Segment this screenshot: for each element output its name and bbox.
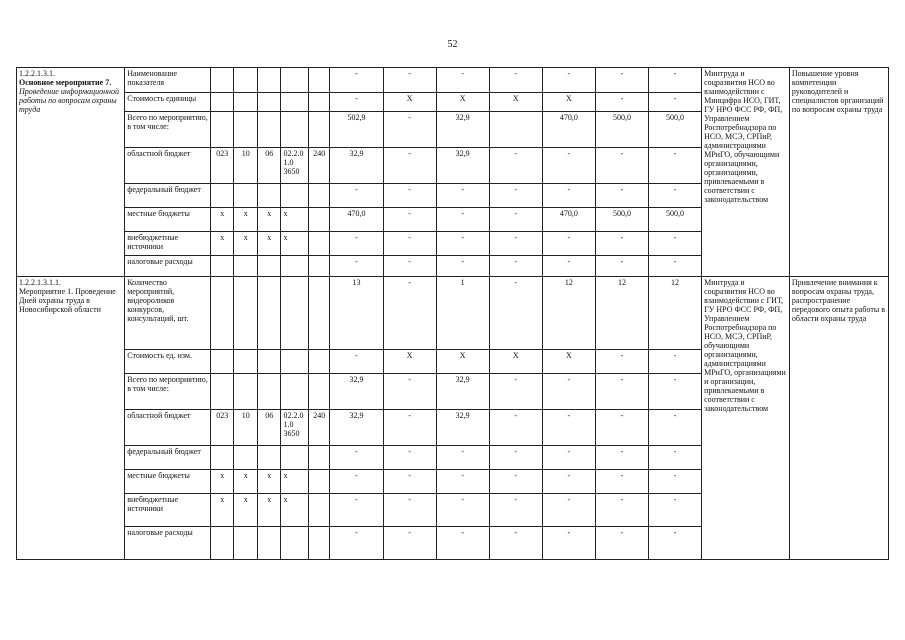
budget-code	[210, 112, 233, 148]
executors-cell: Минтруда и соцразвития НСО во взаимодействии с ГИТ, ГУ НРО ФСС РФ, ФП, Управлением Роспотребнадзора по НСО, МСЭ, СРПиР, обучающими организациями, администрациями МРиГО, организациями и организации, привлекаемыми в соответствии с законодательством	[702, 277, 790, 560]
budget-code	[210, 277, 233, 350]
value-cell: -	[436, 527, 489, 560]
value-cell: -	[489, 410, 542, 446]
budget-code	[234, 374, 257, 410]
budget-code	[309, 184, 330, 208]
budget-code	[309, 93, 330, 112]
budget-code	[309, 350, 330, 374]
value-cell: -	[383, 112, 436, 148]
value-cell: 470,0	[542, 208, 595, 232]
budget-code: х	[210, 470, 233, 494]
value-cell: -	[595, 374, 648, 410]
table-row	[17, 277, 889, 350]
measure-code: 1.2.2.1.3.1.1.	[19, 278, 61, 287]
value-cell: 32,9	[436, 410, 489, 446]
budget-code: 02.2.01.0 3650	[281, 148, 309, 184]
budget-code	[281, 350, 309, 374]
value-cell: -	[330, 256, 383, 277]
value-cell: -	[542, 148, 595, 184]
budget-code	[257, 527, 280, 560]
row-label: Стоимость единицы	[125, 93, 211, 112]
budget-code	[309, 494, 330, 527]
budget-code: х	[257, 232, 280, 256]
page-number: 52	[447, 39, 458, 50]
value-cell: -	[489, 470, 542, 494]
value-cell	[489, 112, 542, 148]
budget-code	[281, 527, 309, 560]
value-cell: 32,9	[436, 112, 489, 148]
value-cell: -	[489, 446, 542, 470]
budget-code: х	[234, 232, 257, 256]
row-label: внебюджетные источники	[125, 494, 211, 527]
value-cell: -	[542, 374, 595, 410]
measure-title-cell	[17, 68, 125, 277]
value-cell: -	[595, 494, 648, 527]
budget-code	[257, 93, 280, 112]
row-label: федеральный бюджет	[125, 446, 211, 470]
value-cell: 1	[436, 277, 489, 350]
value-cell: -	[383, 470, 436, 494]
budget-code	[309, 374, 330, 410]
value-cell: -	[649, 68, 702, 93]
value-cell: -	[542, 232, 595, 256]
value-cell: -	[595, 184, 648, 208]
value-cell: -	[330, 93, 383, 112]
value-cell: -	[595, 350, 648, 374]
value-cell: 470,0	[542, 112, 595, 148]
value-cell: 500,0	[649, 208, 702, 232]
value-cell: -	[383, 494, 436, 527]
budget-code	[281, 184, 309, 208]
budget-code	[309, 112, 330, 148]
value-cell: -	[595, 527, 648, 560]
budget-code: х	[234, 470, 257, 494]
measure-code: 1.2.2.1.3.1.	[19, 69, 55, 78]
measure-title: Основное мероприятие 7.	[19, 78, 112, 87]
budget-code	[257, 374, 280, 410]
value-cell: -	[489, 68, 542, 93]
value-cell: -	[436, 494, 489, 527]
executors-cell: Минтруда и соцразвития НСО во взаимодействии с Минцифра НСО, ГИТ, ГУ НРО ФСС РФ, ФП, Управлением Роспотребнадзора по НСО, МСЭ, СРПиР, администрациями МРиГО, обучающими организациями, организациями, привлекаемыми в соответствии с законодательством	[702, 68, 790, 277]
value-cell: -	[489, 374, 542, 410]
value-cell: -	[649, 148, 702, 184]
value-cell: 502,9	[330, 112, 383, 148]
value-cell: -	[649, 93, 702, 112]
budget-code	[281, 277, 309, 350]
budget-code: х	[281, 494, 309, 527]
value-cell: -	[649, 446, 702, 470]
budget-code: х	[210, 232, 233, 256]
budget-code	[234, 184, 257, 208]
value-cell: -	[383, 277, 436, 350]
value-cell: -	[383, 208, 436, 232]
budget-code	[234, 527, 257, 560]
value-cell: -	[595, 470, 648, 494]
value-cell: 32,9	[330, 374, 383, 410]
budget-code	[281, 374, 309, 410]
value-cell: 32,9	[436, 374, 489, 410]
budget-code	[309, 470, 330, 494]
value-cell: -	[489, 232, 542, 256]
value-cell: -	[649, 470, 702, 494]
value-cell: -	[489, 148, 542, 184]
value-cell: 500,0	[649, 112, 702, 148]
budget-code: 10	[234, 410, 257, 446]
result-cell: Привлечение внимания к вопросам охраны труда, распространение передового опыта работы в области охраны труда	[789, 277, 888, 560]
value-cell: 32,9	[330, 148, 383, 184]
budget-code	[257, 350, 280, 374]
value-cell: -	[383, 232, 436, 256]
value-cell: Х	[436, 93, 489, 112]
value-cell: 470,0	[330, 208, 383, 232]
budget-code: х	[210, 208, 233, 232]
budget-code: 06	[257, 148, 280, 184]
budget-code: 240	[309, 410, 330, 446]
value-cell: -	[542, 256, 595, 277]
budget-code	[309, 527, 330, 560]
value-cell: Х	[542, 93, 595, 112]
value-cell: -	[595, 148, 648, 184]
value-cell: 13	[330, 277, 383, 350]
row-label: Всего по мероприятию, в том числе:	[125, 374, 211, 410]
value-cell: -	[595, 93, 648, 112]
value-cell: -	[649, 184, 702, 208]
value-cell: -	[489, 277, 542, 350]
value-cell: -	[489, 494, 542, 527]
budget-code: 240	[309, 148, 330, 184]
budget-code	[309, 446, 330, 470]
budget-code	[281, 68, 309, 93]
row-label: Стоимость ед. изм.	[125, 350, 211, 374]
row-label: областной бюджет	[125, 410, 211, 446]
value-cell: -	[542, 527, 595, 560]
value-cell: -	[436, 446, 489, 470]
budget-code: х	[281, 470, 309, 494]
budget-code	[309, 232, 330, 256]
value-cell: -	[489, 184, 542, 208]
value-cell: -	[649, 232, 702, 256]
value-cell: -	[436, 470, 489, 494]
budget-code	[210, 93, 233, 112]
value-cell: 12	[649, 277, 702, 350]
budget-code	[234, 93, 257, 112]
table-row	[17, 68, 889, 93]
budget-code: х	[210, 494, 233, 527]
budget-code	[281, 112, 309, 148]
value-cell: -	[330, 184, 383, 208]
value-cell: -	[383, 184, 436, 208]
budget-code	[210, 527, 233, 560]
value-cell: Х	[489, 350, 542, 374]
value-cell: -	[595, 410, 648, 446]
budget-code	[281, 446, 309, 470]
value-cell: -	[436, 68, 489, 93]
value-cell: -	[330, 470, 383, 494]
budget-code	[234, 256, 257, 277]
budget-code	[210, 184, 233, 208]
value-cell: 500,0	[595, 112, 648, 148]
budget-code	[234, 446, 257, 470]
row-label: Количество мероприятий, видеороликов конкурсов, консультаций, шт.	[125, 277, 211, 350]
budget-code	[281, 93, 309, 112]
value-cell: -	[542, 68, 595, 93]
budget-code: х	[234, 494, 257, 527]
value-cell: -	[330, 527, 383, 560]
row-label: внебюджетные источники	[125, 232, 211, 256]
value-cell: -	[383, 527, 436, 560]
value-cell: -	[330, 494, 383, 527]
value-cell: -	[489, 527, 542, 560]
budget-code	[281, 256, 309, 277]
value-cell: 32,9	[436, 148, 489, 184]
budget-code	[309, 68, 330, 93]
measure-title-cell	[17, 277, 125, 560]
value-cell: 500,0	[595, 208, 648, 232]
row-label: Наименование показателя	[125, 68, 211, 93]
value-cell: -	[383, 68, 436, 93]
budget-code: 02.2.01.0 3650	[281, 410, 309, 446]
value-cell: -	[383, 446, 436, 470]
budget-code	[210, 350, 233, 374]
row-label: местные бюджеты	[125, 208, 211, 232]
budget-code	[257, 68, 280, 93]
value-cell: -	[542, 446, 595, 470]
value-cell: -	[649, 350, 702, 374]
value-cell: 12	[595, 277, 648, 350]
measure-subtitle: Проведение информационной работы по вопросам охраны труда	[19, 87, 120, 114]
budget-code: х	[257, 470, 280, 494]
value-cell: -	[649, 527, 702, 560]
value-cell: -	[436, 184, 489, 208]
value-cell: -	[330, 232, 383, 256]
value-cell: -	[595, 256, 648, 277]
value-cell: -	[436, 232, 489, 256]
budget-code	[257, 446, 280, 470]
value-cell: -	[595, 232, 648, 256]
budget-code	[234, 277, 257, 350]
program-table	[16, 67, 889, 560]
value-cell: -	[383, 256, 436, 277]
budget-code: 023	[210, 148, 233, 184]
value-cell: -	[649, 410, 702, 446]
value-cell: -	[649, 256, 702, 277]
budget-code: х	[234, 208, 257, 232]
value-cell: -	[542, 184, 595, 208]
budget-code: х	[281, 232, 309, 256]
value-cell: Х	[436, 350, 489, 374]
row-label: федеральный бюджет	[125, 184, 211, 208]
row-label: областной бюджет	[125, 148, 211, 184]
budget-code: 10	[234, 148, 257, 184]
budget-code	[257, 184, 280, 208]
value-cell: Х	[383, 350, 436, 374]
value-cell: -	[542, 470, 595, 494]
budget-code	[210, 256, 233, 277]
result-cell: Повышение уровня компетенции руководителей и специалистов организаций по вопросам охраны труда	[789, 68, 888, 277]
value-cell: -	[489, 208, 542, 232]
value-cell: -	[649, 494, 702, 527]
budget-code	[210, 374, 233, 410]
budget-code	[257, 277, 280, 350]
budget-code	[309, 256, 330, 277]
value-cell: Х	[542, 350, 595, 374]
budget-code	[309, 277, 330, 350]
budget-code: х	[257, 494, 280, 527]
budget-code	[309, 208, 330, 232]
budget-code	[210, 446, 233, 470]
value-cell: -	[330, 350, 383, 374]
value-cell: -	[542, 494, 595, 527]
value-cell: -	[649, 374, 702, 410]
budget-code	[234, 68, 257, 93]
budget-code	[234, 112, 257, 148]
row-label: местные бюджеты	[125, 470, 211, 494]
budget-code	[234, 350, 257, 374]
budget-code	[257, 256, 280, 277]
value-cell: -	[330, 446, 383, 470]
measure-subtitle: Мероприятие 1. Проведение Дней охраны труда в Новосибирской области	[19, 287, 116, 314]
budget-code: х	[257, 208, 280, 232]
budget-code: х	[281, 208, 309, 232]
value-cell: -	[595, 446, 648, 470]
value-cell: Х	[489, 93, 542, 112]
value-cell: -	[436, 208, 489, 232]
value-cell: -	[489, 256, 542, 277]
row-label: Всего по мероприятию, в том числе:	[125, 112, 211, 148]
value-cell: -	[542, 410, 595, 446]
row-label: налоговые расходы	[125, 527, 211, 560]
value-cell: Х	[383, 93, 436, 112]
value-cell: -	[383, 374, 436, 410]
budget-code: 06	[257, 410, 280, 446]
value-cell: -	[436, 256, 489, 277]
value-cell: -	[595, 68, 648, 93]
value-cell: -	[383, 410, 436, 446]
value-cell: -	[330, 68, 383, 93]
value-cell: 32,9	[330, 410, 383, 446]
value-cell: -	[383, 148, 436, 184]
budget-code	[257, 112, 280, 148]
budget-code: 023	[210, 410, 233, 446]
budget-code	[210, 68, 233, 93]
value-cell: 12	[542, 277, 595, 350]
row-label: налоговые расходы	[125, 256, 211, 277]
